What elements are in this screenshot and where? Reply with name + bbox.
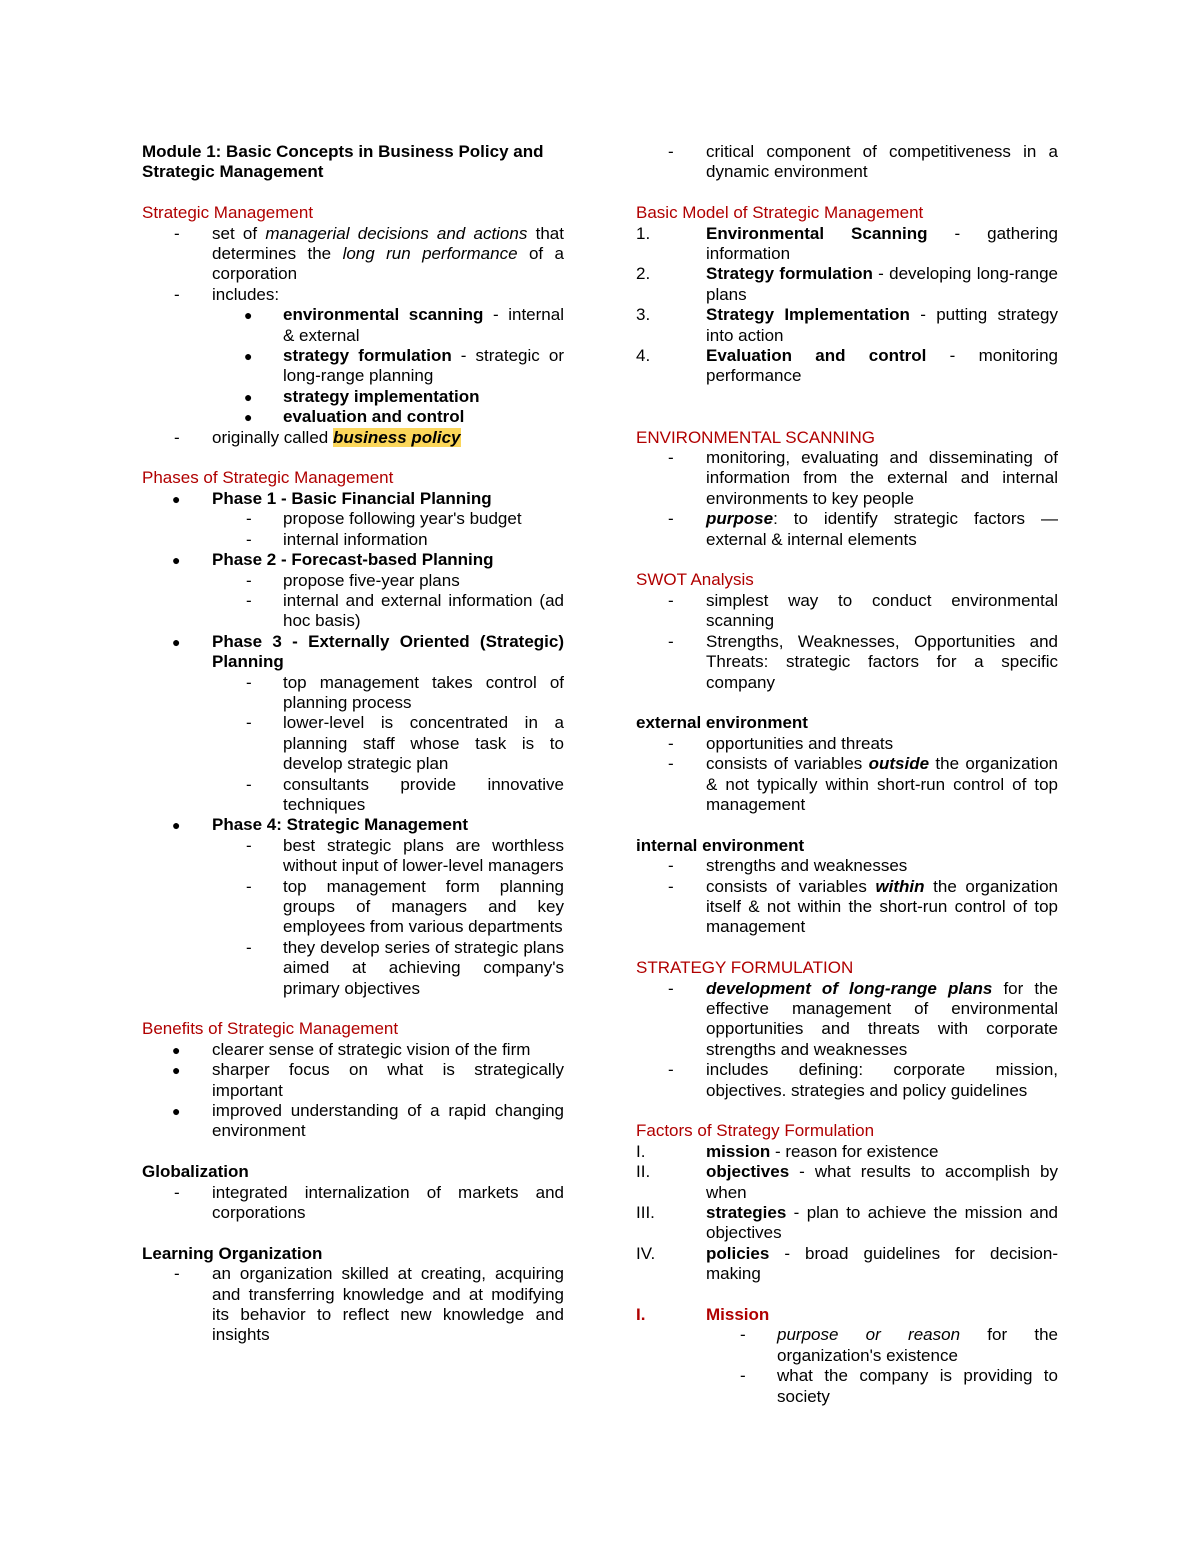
list-item: - integrated internalization of markets and corporations <box>174 1182 564 1223</box>
list-item: - development of long-range plans for the effective management of environmental opportunities and threats with corporate strengths and weaknesses <box>668 978 1058 1059</box>
left-column <box>142 142 564 1346</box>
list-item: ● strategy formulation - strategic or long-range planning <box>244 346 564 386</box>
right-column <box>636 142 1058 1407</box>
list-item: - critical component of competitiveness in a dynamic environment <box>668 142 1058 182</box>
list-marker: - <box>246 713 252 733</box>
list-item: - purpose or reason for the organization's existence <box>740 1325 1058 1365</box>
list-marker: ● <box>244 307 253 324</box>
list-marker: - <box>174 1264 180 1284</box>
list-item: - consultants provide innovative techniques <box>246 774 564 814</box>
list-item: - Strengths, Weaknesses, Opportunities and Threats: strategic factors for a specific company <box>668 631 1058 692</box>
list-item: ● clearer sense of strategic vision of the firm <box>172 1039 531 1059</box>
list-marker: - <box>246 876 252 896</box>
factors-heading: Factors of Strategy Formulation <box>636 1121 875 1141</box>
basic-model-heading: Basic Model of Strategic Management <box>636 203 924 223</box>
external-environment-heading: external environment <box>636 713 808 733</box>
list-marker: - <box>246 590 252 610</box>
list-item: ● sharper focus on what is strategically important <box>172 1060 564 1100</box>
list-item: ● strategy implementation <box>244 386 480 406</box>
list-marker: - <box>668 142 674 161</box>
list-marker: - <box>246 509 252 529</box>
globalization-heading: Globalization <box>142 1162 249 1182</box>
list-marker: ● <box>172 490 181 507</box>
list-marker: I. <box>636 1141 646 1161</box>
list-item: I. mission - reason for existence <box>636 1141 939 1161</box>
list-item: - consists of variables within the organization itself & not within the short-run control of top management <box>668 876 1059 937</box>
list-item: ● evaluation and control <box>244 407 465 427</box>
list-marker: II. <box>636 1162 651 1182</box>
list-marker: - <box>668 590 674 610</box>
list-marker: - <box>246 937 252 957</box>
list-marker: 2. <box>636 264 651 284</box>
list-item: - lower-level is concentrated in a planning staff whose task is to develop strategic plan <box>246 713 564 774</box>
list-marker: ● <box>244 348 253 365</box>
list-item: - originally called business policy <box>174 427 461 447</box>
highlighted-term: business policy <box>332 427 461 447</box>
phase-2: ● Phase 2 - Forecast-based Planning <box>172 550 494 570</box>
list-marker: - <box>668 978 674 998</box>
list-item: II. objectives - what results to accomplish by when <box>636 1162 1058 1202</box>
list-item: - consists of variables outside the organization & not typically within short-run control of top management <box>668 754 1058 814</box>
list-item: - best strategic plans are worthless without input of lower-level managers <box>246 835 564 876</box>
list-marker: - <box>668 448 674 468</box>
swot-heading: SWOT Analysis <box>636 570 754 590</box>
list-marker: ● <box>172 633 181 650</box>
environmental-scanning-heading: ENVIRONMENTAL SCANNING <box>636 427 875 447</box>
benefits-heading: Benefits of Strategic Management <box>142 1019 399 1039</box>
list-marker: 4. <box>636 346 651 366</box>
list-marker: - <box>246 570 252 590</box>
list-item: 4. Evaluation and control - monitoring performance <box>636 346 1058 386</box>
phase-1: ● Phase 1 - Basic Financial Planning <box>172 488 492 508</box>
list-marker: III. <box>636 1203 655 1222</box>
learning-organization-heading: Learning Organization <box>142 1243 323 1263</box>
list-item: III. strategies - plan to achieve the mission and objectives <box>636 1203 1058 1243</box>
list-marker: - <box>668 733 674 753</box>
list-item: - internal and external information (ad hoc basis) <box>246 590 564 631</box>
list-marker: - <box>174 284 180 304</box>
module-title: Module 1: Basic Concepts in Business Policy and Strategic Management <box>142 142 544 182</box>
list-item: - what the company is providing to society <box>740 1366 1058 1406</box>
list-item: - includes defining: corporate mission, objectives. strategies and policy guidelines <box>668 1060 1058 1100</box>
list-item: - purpose: to identify strategic factors — external & internal elements <box>668 509 1058 549</box>
list-item: - top management takes control of planning process <box>246 672 564 712</box>
phase-3: ● Phase 3 - Externally Oriented (Strategic) Planning <box>172 631 564 672</box>
phases-heading: Phases of Strategic Management <box>142 468 394 488</box>
strategic-management-heading: Strategic Management <box>142 203 314 223</box>
list-item: - strengths and weaknesses <box>668 856 908 876</box>
list-item: - propose following year's budget <box>246 509 522 529</box>
list-item: - top management form planning groups of managers and key employees from various departments <box>246 876 564 937</box>
list-item: - includes: <box>174 284 280 304</box>
list-item: 1. Environmental Scanning - gathering information <box>636 223 1059 264</box>
list-item: - internal information <box>246 529 428 549</box>
list-marker: - <box>246 672 252 692</box>
list-marker: ● <box>244 409 253 426</box>
list-item: 3. Strategy Implementation - putting strategy into action <box>636 305 1059 345</box>
phase-4: ● Phase 4: Strategic Management <box>172 815 469 835</box>
list-marker: 1. <box>636 223 651 243</box>
list-item: ● environmental scanning - internal & external <box>244 305 564 345</box>
list-marker: - <box>174 427 180 447</box>
list-marker: - <box>740 1325 746 1345</box>
list-item: - monitoring, evaluating and disseminating of information from the external and internal environments to key people <box>668 448 1058 508</box>
list-marker: - <box>668 754 674 774</box>
list-marker: I. <box>636 1305 646 1325</box>
list-marker: ● <box>172 817 181 834</box>
list-item: - simplest way to conduct environmental scanning <box>668 590 1058 631</box>
list-item: ● improved understanding of a rapid changing environment <box>172 1101 564 1141</box>
list-item: - propose five-year plans <box>246 570 460 590</box>
internal-environment-heading: internal environment <box>636 835 805 855</box>
list-marker: - <box>668 856 674 876</box>
list-item: 2. Strategy formulation - developing long-range plans <box>636 264 1058 304</box>
list-marker: ● <box>172 552 181 569</box>
list-marker: - <box>668 876 674 896</box>
list-marker: - <box>668 509 674 529</box>
mission-heading: I. Mission <box>636 1305 770 1325</box>
list-marker: - <box>740 1366 746 1386</box>
list-marker: - <box>246 774 252 794</box>
list-item: IV. policies - broad guidelines for decision-making <box>636 1243 1058 1284</box>
list-item: - opportunities and threats <box>668 733 894 753</box>
list-marker: ● <box>172 1103 181 1120</box>
list-marker: - <box>246 529 252 549</box>
list-marker: 3. <box>636 305 651 325</box>
list-item: - set of managerial decisions and actions that determines the long run performance of a corporation <box>174 223 564 284</box>
list-marker: - <box>668 631 674 651</box>
list-item: - an organization skilled at creating, acquiring and transferring knowledge and at modifying its behavior to reflect new knowledge and insights <box>174 1264 564 1345</box>
list-marker: - <box>174 223 180 243</box>
list-marker: ● <box>172 1062 181 1079</box>
list-marker: ● <box>172 1041 181 1058</box>
list-marker: - <box>174 1182 180 1202</box>
list-marker: - <box>668 1060 674 1080</box>
list-marker: IV. <box>636 1243 656 1263</box>
list-marker: ● <box>244 388 253 405</box>
strategy-formulation-heading: STRATEGY FORMULATION <box>636 958 854 978</box>
list-marker: - <box>246 835 252 855</box>
list-item: - they develop series of strategic plans aimed at achieving company's primary objectives <box>246 937 564 998</box>
